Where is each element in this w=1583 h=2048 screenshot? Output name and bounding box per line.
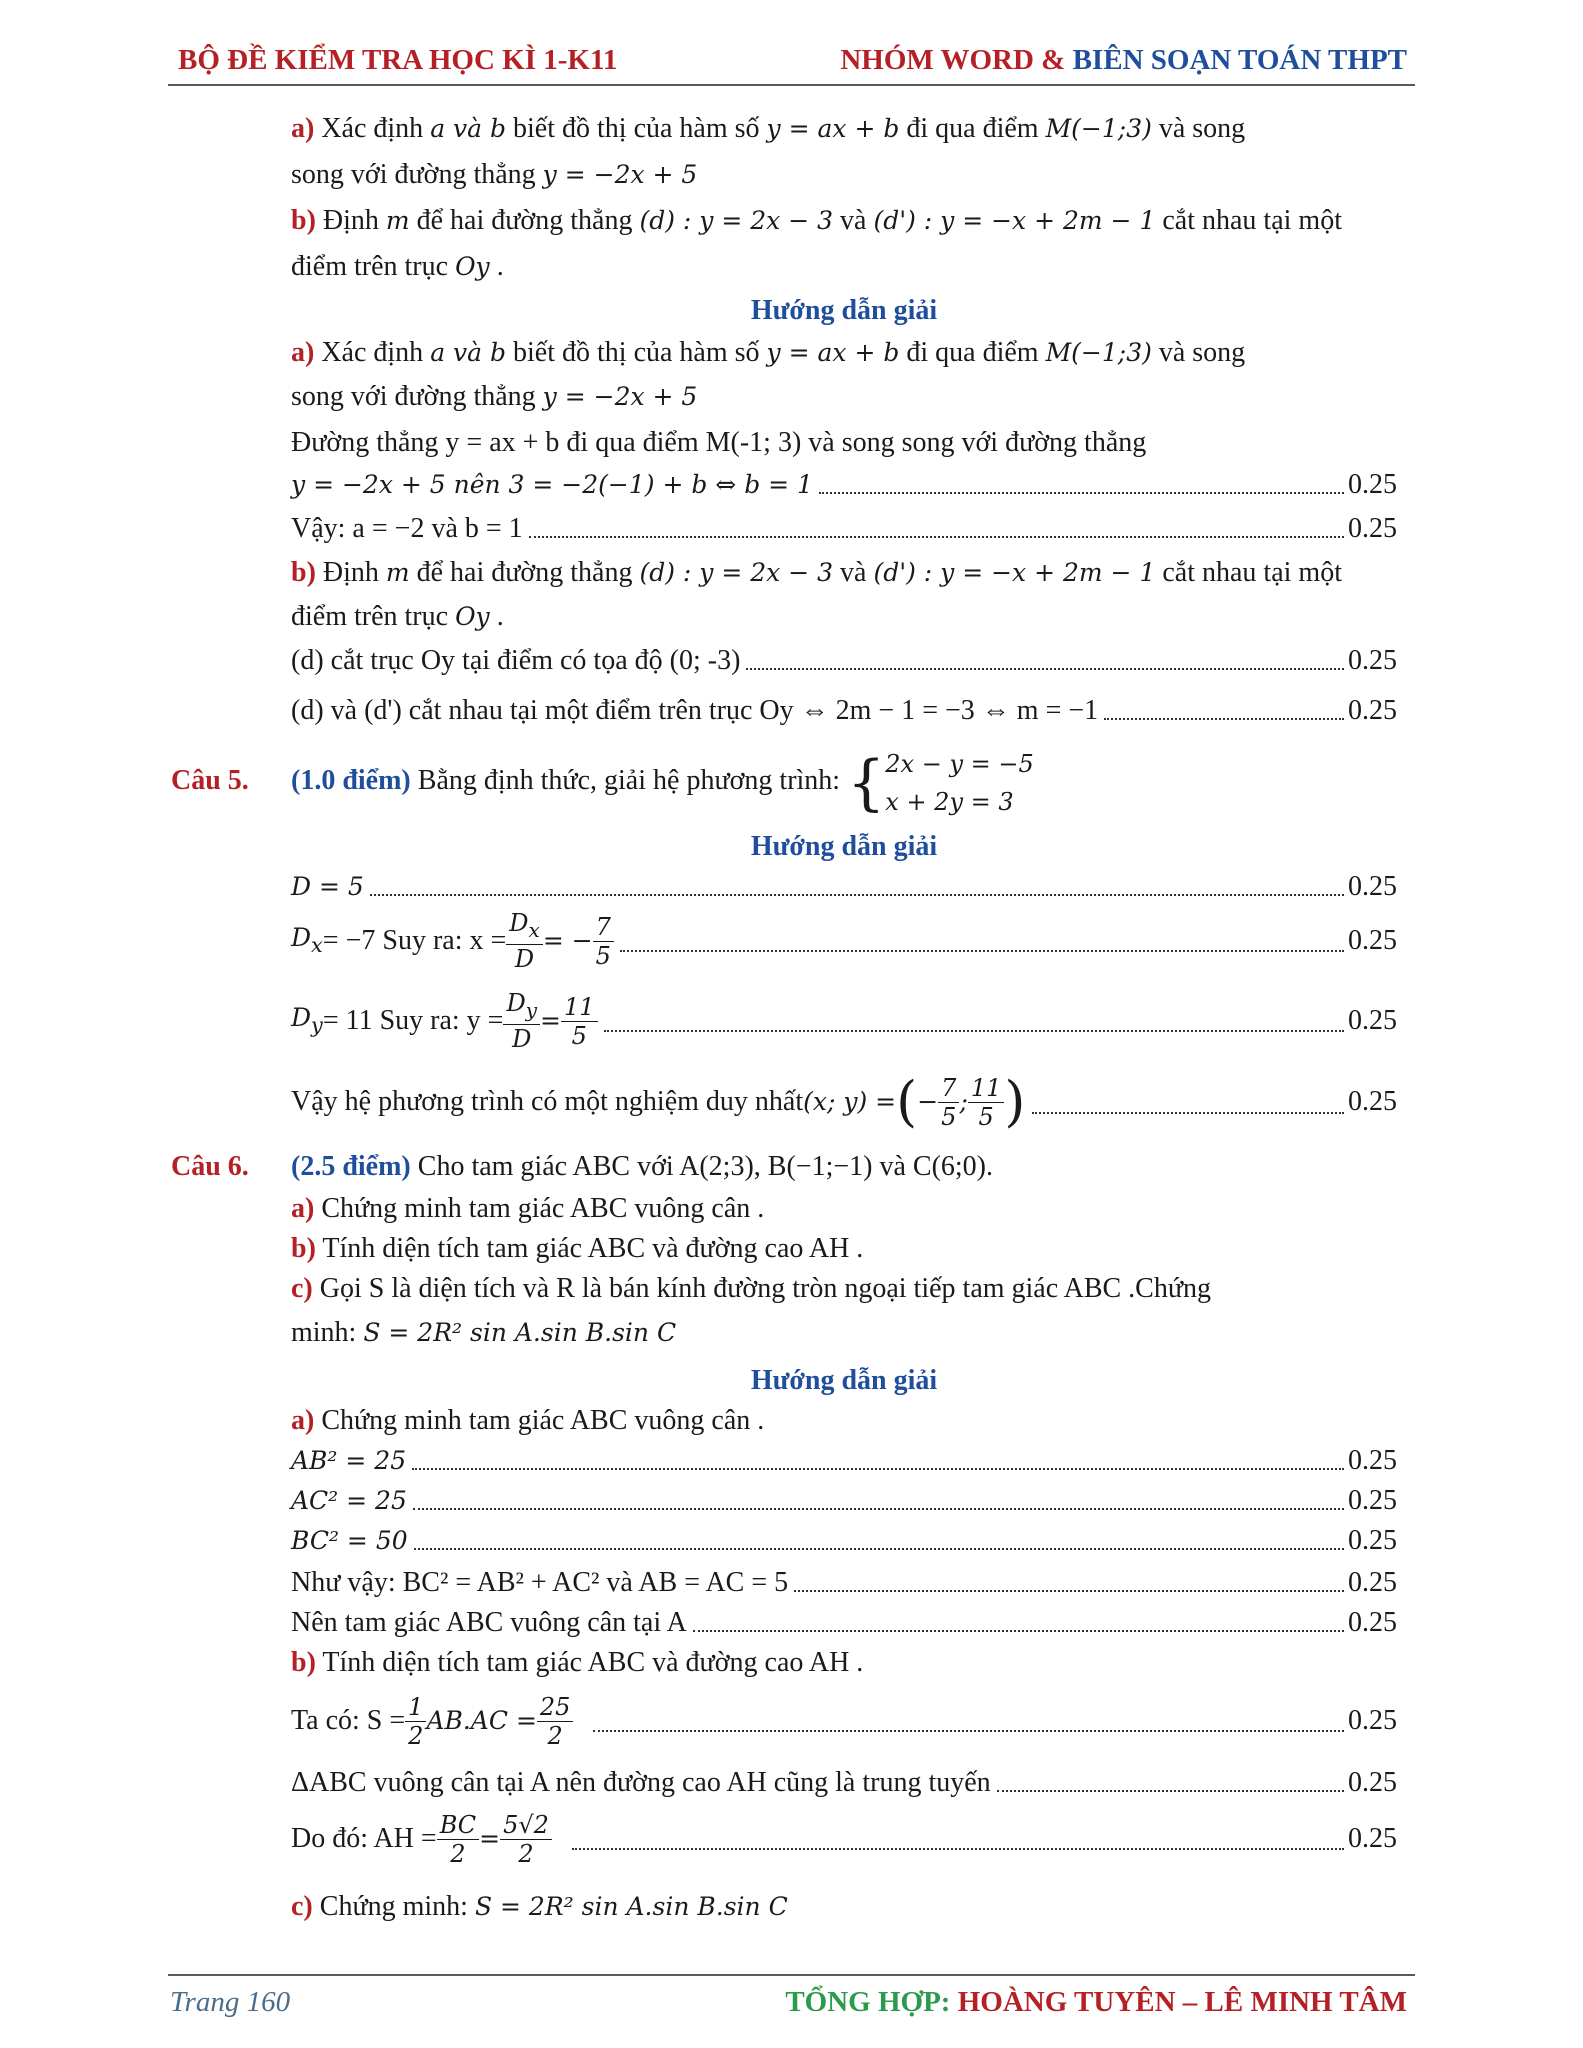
- q5-row2-eq: = −: [542, 926, 593, 955]
- q5-row4-frac1-den: 5: [941, 1102, 957, 1131]
- q6-sol-c: [291, 1888, 1397, 1926]
- q4-sol-a-ab: a và b: [430, 338, 507, 367]
- q6-row2-text: AC² = 25: [291, 1486, 407, 1515]
- footer-authors: [785, 1986, 1407, 2019]
- q5-system: [885, 745, 1033, 821]
- q5-row4-text: Vậy hệ phương trình có một nghiệm duy nhất: [291, 1086, 804, 1117]
- q4-b-text4: cắt nhau tại một: [1155, 205, 1342, 236]
- q5-row2-dx: D: [291, 922, 312, 952]
- q4-sol-b-label: b): [291, 557, 316, 588]
- q6-sol-c-label: c): [291, 1891, 313, 1922]
- q4-sol-b-oy: Oy: [455, 602, 490, 631]
- q6-c-formula: S = 2R² sin A.sin B.sin C: [363, 1318, 677, 1347]
- q5-eq1: 2x − y = −5: [885, 749, 1034, 778]
- q6-row5: [291, 1604, 1397, 1642]
- header-group: [840, 44, 1407, 77]
- q6-row6-abac: AB.AC =: [426, 1706, 537, 1735]
- q6-row6-frac1: [405, 1693, 426, 1750]
- header-title: BỘ ĐỀ KIỂM TRA HỌC KÌ 1-K11: [178, 44, 618, 76]
- q4-sol-b-m: m: [385, 558, 410, 587]
- q6-row7-text: ΔABC vuông cân tại A nên đường cao AH cũng là trung tuyến: [291, 1767, 991, 1798]
- q5-row2-frac1-sub: x: [528, 917, 540, 942]
- q4-b-line2: [291, 248, 1397, 286]
- q6-sol-b: [291, 1644, 1397, 1682]
- q6-row8-eq: =: [479, 1824, 501, 1853]
- q5-row2-text: [291, 919, 323, 964]
- q5-row3-frac1-num: D: [506, 989, 526, 1018]
- q4-a-line2: [291, 156, 1397, 194]
- q5-row4-frac1: [938, 1074, 959, 1131]
- footer-authors-a: TỔNG HỢP:: [785, 1986, 958, 2018]
- q4-sol-b-text4: cắt nhau tại một: [1155, 557, 1342, 588]
- q4-a-line: y = −2x + 5: [542, 160, 698, 189]
- q4-sol-b-line1: [291, 554, 1397, 592]
- q5-row2-frac2: [593, 913, 614, 970]
- header-group-b: BIÊN SOẠN TOÁN THPT: [1072, 44, 1407, 76]
- q5-row3-score: 0.25: [1348, 1005, 1397, 1036]
- q5-brace: {: [847, 747, 886, 818]
- q4-sol-b-text2: để hai đường thẳng: [409, 557, 640, 588]
- q5-text: Bằng định thức, giải hệ phương trình:: [410, 765, 848, 796]
- q4-a-text1: Xác định: [314, 113, 431, 144]
- q4-solution-heading: Hướng dẫn giải: [750, 295, 938, 326]
- q5-row4: Vậy hệ phương trình có một nghiệm duy nhất (x; y) = ( − $\frac{7}{5}$ ; $\frac{11}{5}$ ) 0.25: [291, 1070, 1397, 1133]
- q6-row1-score: 0.25: [1348, 1445, 1397, 1476]
- q4-sol-b-line2: [291, 598, 1397, 636]
- q4-sol-a-point: M(−1;3): [1045, 338, 1152, 367]
- q4-sol-row4-score: 0.25: [1348, 695, 1397, 726]
- q6-statement: [291, 1148, 1397, 1186]
- q4-sol-b-text1: Định: [315, 557, 386, 588]
- q4-b-text1: Định: [315, 205, 386, 236]
- q6-row3-text: BC² = 50: [291, 1526, 408, 1555]
- q4-sol-row2-text: Vậy: a = −2 và b = 1: [291, 513, 523, 544]
- q5-row2-suyra: = −7 Suy ra: x =: [322, 925, 507, 956]
- q4-b-text2: để hai đường thẳng: [409, 205, 640, 236]
- q5-row3-dy: D: [291, 1002, 312, 1032]
- q4-sol-row1: [291, 466, 1397, 504]
- q6-row6-frac2-num: 25: [537, 1693, 574, 1722]
- q6-sol-c-text: Chứng minh:: [312, 1891, 475, 1922]
- q5-row3-frac1: [503, 989, 540, 1053]
- q4-b-dot: .: [489, 251, 504, 282]
- q6-row7: [291, 1764, 1397, 1802]
- q5-row3-frac2-den: 5: [571, 1021, 587, 1050]
- q4-sol-row2-score: 0.25: [1348, 513, 1397, 544]
- q5-row3-frac1-den: D: [512, 1024, 532, 1053]
- q6-row1-text: AB² = 25: [291, 1446, 407, 1475]
- q4-a-text2: biết đồ thị của hàm số: [506, 113, 767, 144]
- q6-row6-frac2-den: 2: [547, 1721, 563, 1750]
- q4-b-oy: Oy: [455, 252, 490, 281]
- q6-sol-a-text: Chứng minh tam giác ABC vuông cân .: [314, 1405, 765, 1436]
- q5-row2: [291, 908, 1397, 974]
- q6-row8-score: 0.25: [1348, 1823, 1397, 1854]
- q4-sol-b-d: (d) : y = 2x − 3: [639, 558, 833, 587]
- q4-sol-b-d2: (d') : y = −x + 2m − 1: [873, 558, 1156, 587]
- q5-row3-frac1-sub: y: [525, 997, 538, 1022]
- q5-row1-score: 0.25: [1348, 871, 1397, 902]
- q4-sol-b-dot: .: [489, 601, 504, 632]
- q4-sol-row3-score: 0.25: [1348, 645, 1397, 676]
- q5-label: Câu 5.: [171, 765, 249, 796]
- q6-row2-score: 0.25: [1348, 1485, 1397, 1516]
- q5-row3-suyra: = 11 Suy ra: y =: [322, 1005, 504, 1036]
- q6-c: [291, 1270, 1397, 1308]
- q5-eq2: x + 2y = 3: [885, 787, 1014, 816]
- q4-sol-row4-text: (d) và (d') cắt nhau tại một điểm trên trục Oy ⇔ 2m − 1 = −3 ⇔ m = −1: [291, 695, 1099, 726]
- q5-points: (1.0 điểm): [291, 765, 411, 796]
- header-group-a: NHÓM WORD: [840, 44, 1034, 76]
- q6-row8-frac2: [500, 1811, 552, 1868]
- page-header: [168, 40, 1415, 86]
- q5-row3-frac2: [561, 993, 598, 1050]
- q4-sol-row1-text: y = −2x + 5 nên 3 = −2(−1) + b ⇔ b = 1: [291, 470, 813, 499]
- q5-row4-frac2-den: 5: [978, 1102, 994, 1131]
- q4-b-line1: [291, 202, 1397, 240]
- q6-row8-frac2-den: 2: [518, 1839, 534, 1868]
- q4-a-ab: a và b: [430, 114, 507, 143]
- q4-a-text4: và song: [1151, 113, 1246, 144]
- q4-sol-row3-text: (d) cắt trục Oy tại điểm có tọa độ (0; -3): [291, 645, 741, 676]
- q5-row2-frac1: [506, 909, 543, 973]
- q6-c-line2: [291, 1314, 1397, 1352]
- q6-row8: [291, 1806, 1397, 1872]
- q4-sol-b-text3: và: [833, 557, 874, 588]
- q4-a-point: M(−1;3): [1045, 114, 1152, 143]
- q4-sol-a-func: y = ax + b: [766, 338, 900, 367]
- q6-row8-frac2-num: 5√2: [500, 1811, 552, 1840]
- q5-row2-frac1-den: D: [514, 944, 535, 973]
- q6-row8-frac1: [437, 1811, 479, 1868]
- q6-row8-frac1-num: BC: [437, 1811, 479, 1840]
- q5-row4-xy: (x; y) =: [803, 1087, 897, 1116]
- q4-sol-text1: Đường thẳng y = ax + b đi qua điểm M(-1; 3) và song song với đường thẳng: [291, 427, 1147, 458]
- q5-row2-frac1-num: D: [509, 909, 529, 938]
- q6-sol-b-text: Tính diện tích tam giác ABC và đường cao AH .: [315, 1647, 864, 1678]
- q5-row3: [291, 988, 1397, 1054]
- q6-row1: [291, 1442, 1397, 1480]
- q4-sol-a-line: y = −2x + 5: [542, 382, 698, 411]
- q6-row8-text: Do đó: AH =: [291, 1823, 437, 1854]
- q5-row2-frac2-den: 5: [595, 941, 611, 970]
- q5-row3-text: [291, 999, 323, 1044]
- q6-row6-frac1-den: 2: [408, 1721, 424, 1750]
- q4-sol-row3: [291, 642, 1397, 680]
- q6-row4-text: Như vậy: BC² = AB² + AC² và AB = AC = 5: [291, 1567, 789, 1598]
- q5-row4-frac2: [968, 1074, 1005, 1131]
- q5-row2-dx-sub: x: [311, 932, 323, 957]
- q6-row6-frac1-num: 1: [405, 1693, 426, 1722]
- q6-label: Câu 6.: [171, 1151, 249, 1182]
- q4-sol-b-text5: điểm trên trục: [291, 601, 456, 632]
- q5-row4-frac1-num: 7: [938, 1074, 959, 1103]
- page-number: Trang 160: [170, 1986, 291, 2018]
- header-amp: &: [1033, 44, 1073, 76]
- q5-row4-score: 0.25: [1348, 1086, 1397, 1117]
- q6-a-label: a): [291, 1193, 315, 1224]
- q4-sol-row2: [291, 510, 1397, 548]
- q4-b-d2: (d') : y = −x + 2m − 1: [873, 206, 1156, 235]
- q4-sol-row4: [291, 692, 1397, 730]
- q6-text: Cho tam giác ABC với A(2;3), B(−1;−1) và C(6;0).: [410, 1151, 993, 1182]
- q6-solution-heading: Hướng dẫn giải: [750, 1365, 938, 1396]
- q6-b-text: Tính diện tích tam giác ABC và đường cao AH .: [315, 1233, 864, 1264]
- q6-a-text: Chứng minh tam giác ABC vuông cân .: [314, 1193, 765, 1224]
- q6-row3-score: 0.25: [1348, 1525, 1397, 1556]
- q4-b-m: m: [385, 206, 410, 235]
- q4-b-label: b): [291, 205, 316, 236]
- q4-a-text5: song với đường thẳng: [291, 159, 543, 190]
- q5-statement: [291, 740, 1397, 822]
- q4-sol-a-text2: biết đồ thị của hàm số: [506, 337, 767, 368]
- q6-b-label: b): [291, 1233, 316, 1264]
- q4-sol-a-line2: [291, 378, 1397, 416]
- q6-c-text: Gọi S là diện tích và R là bán kính đường tròn ngoại tiếp tam giác ABC .Chứng: [312, 1273, 1212, 1304]
- q5-row2-frac2-num: 7: [593, 913, 614, 942]
- q6-a: [291, 1190, 1397, 1228]
- q4-a-func: y = ax + b: [766, 114, 900, 143]
- q6-row4: [291, 1564, 1397, 1602]
- q6-row4-score: 0.25: [1348, 1567, 1397, 1598]
- q6-c-text2: minh:: [291, 1317, 364, 1348]
- q4-sol-a-text1: Xác định: [314, 337, 431, 368]
- q5-row3-frac2-num: 11: [561, 993, 598, 1022]
- q4-a-line1: [291, 110, 1397, 148]
- q6-c-label: c): [291, 1273, 313, 1304]
- q5-solution-heading: Hướng dẫn giải: [750, 831, 938, 862]
- q6-points: (2.5 điểm): [291, 1151, 411, 1182]
- q6-row6: [291, 1688, 1397, 1754]
- q6-row7-score: 0.25: [1348, 1767, 1397, 1798]
- q4-sol-row1-score: 0.25: [1348, 469, 1397, 500]
- q6-sol-b-label: b): [291, 1647, 316, 1678]
- q6-sol-a-label: a): [291, 1405, 315, 1436]
- q4-b-text5: điểm trên trục: [291, 251, 456, 282]
- q6-row5-text: Nên tam giác ABC vuông cân tại A: [291, 1607, 687, 1638]
- q4-sol-a-label: a): [291, 337, 315, 368]
- q6-row6-text: Ta có: S =: [291, 1705, 406, 1736]
- q5-row2-score: 0.25: [1348, 925, 1397, 956]
- q5-row1-text: D = 5: [291, 872, 364, 901]
- q6-row6-frac2: [537, 1693, 574, 1750]
- q4-sol-a-text4: và song: [1151, 337, 1246, 368]
- q4-sol-a-text3: đi qua điểm: [899, 337, 1046, 368]
- q6-row8-frac1-den: 2: [450, 1839, 466, 1868]
- page-footer: [168, 1974, 1415, 2026]
- q5-row3-eq: =: [540, 1006, 561, 1035]
- q4-b-text3: và: [833, 205, 874, 236]
- q4-a-label: a): [291, 113, 315, 144]
- footer-authors-b: HOÀNG TUYÊN – LÊ MINH TÂM: [957, 1986, 1407, 2018]
- q6-row6-score: 0.25: [1348, 1705, 1397, 1736]
- q6-row3: [291, 1522, 1397, 1560]
- q4-a-text3: đi qua điểm: [899, 113, 1046, 144]
- q6-b: [291, 1230, 1397, 1268]
- q5-row4-frac2-num: 11: [968, 1074, 1005, 1103]
- q5-row3-dy-sub: y: [311, 1012, 323, 1037]
- q5-row1: [291, 868, 1397, 906]
- q4-sol-a-line1: [291, 334, 1397, 372]
- q6-row2: [291, 1482, 1397, 1520]
- q6-row5-score: 0.25: [1348, 1607, 1397, 1638]
- q4-sol-a-text5: song với đường thẳng: [291, 381, 543, 412]
- q4-b-d: (d) : y = 2x − 3: [639, 206, 833, 235]
- q6-sol-a: [291, 1402, 1397, 1440]
- q6-sol-c-formula: S = 2R² sin A.sin B.sin C: [474, 1892, 788, 1921]
